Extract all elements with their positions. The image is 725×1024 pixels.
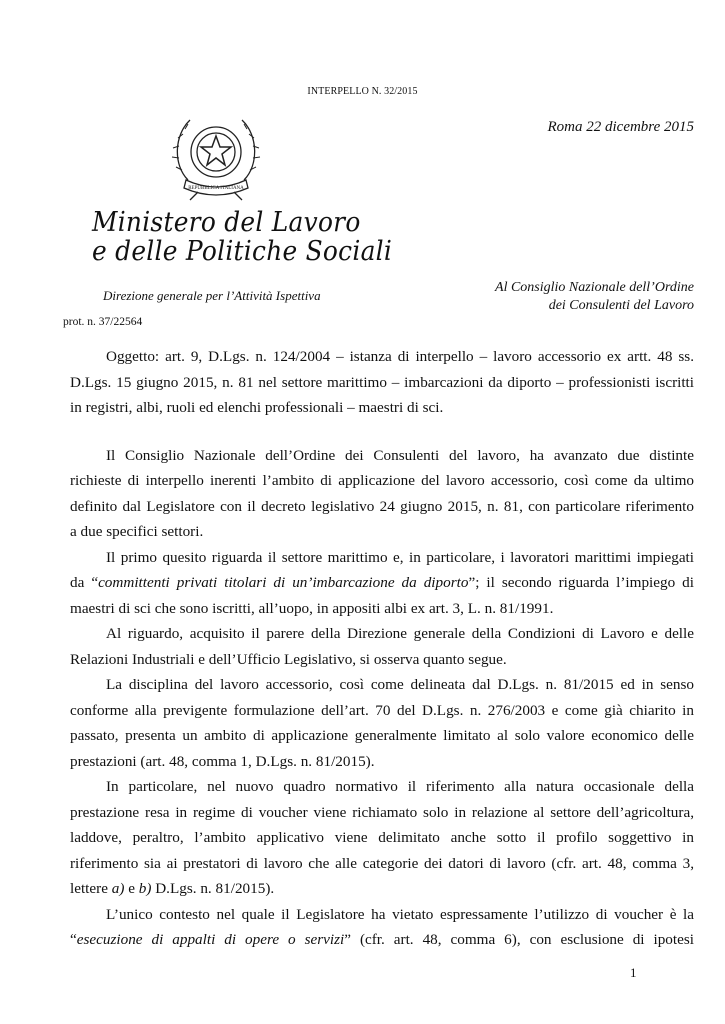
text: e	[124, 880, 139, 897]
italic-text: b)	[138, 880, 152, 897]
text: a due specifici settori.	[70, 523, 204, 540]
paragraph	[70, 672, 694, 774]
italic-text: a)	[111, 880, 125, 897]
paragraph	[70, 545, 694, 622]
text: in registri, albi, ruoli ed elenchi professionali – maestri di sci.	[70, 399, 444, 416]
text-line	[70, 749, 694, 775]
interpello-number: INTERPELLO N. 32/2015	[307, 86, 418, 97]
italic-text: esecuzione di appalti di opere o servizi	[76, 931, 345, 948]
ministry-logo-text	[92, 208, 392, 266]
text: In particolare, nel nuovo quadro normativo il riferimento alla natura occasionale della	[106, 778, 694, 795]
directorate: Direzione generale per l’Attività Ispettiva	[103, 288, 321, 303]
text-line	[70, 344, 694, 370]
ministry-name-line1: Ministero del Lavoro	[92, 207, 361, 238]
text-line	[70, 468, 694, 494]
document-date: Roma 22 dicembre 2015	[547, 119, 694, 135]
text: La disciplina del lavoro accessorio, così come delineata dal D.Lgs. n. 81/2015 ed in senso	[106, 676, 694, 693]
text-line	[70, 902, 694, 928]
page-number: 1	[630, 965, 637, 980]
text: ”; il secondo riguarda l’impiego di	[468, 574, 694, 591]
text: “	[70, 931, 77, 948]
text: L’unico contesto nel quale il Legislatore ha vietato espressamente l’utilizzo di voucher è la	[106, 905, 694, 923]
text-line	[70, 927, 694, 953]
ministry-name-line2: e delle Politiche Sociali	[92, 236, 393, 267]
text: Il Consiglio Nazionale dell’Ordine dei Consulenti del lavoro, ha avanzato due distinte	[106, 446, 694, 464]
text: Al riguardo, acquisito il parere della Direzione generale della Condizioni di Lavoro e delle	[106, 625, 694, 642]
text-line	[70, 723, 694, 749]
text-line	[70, 647, 694, 673]
text-line	[70, 519, 694, 545]
text-line	[70, 494, 694, 520]
text-line	[70, 621, 694, 647]
text: conforme alla previgente formulazione dell’art. 70 del D.Lgs. n. 276/2003 e come già chiarito in	[70, 701, 694, 719]
svg-text:REPUBBLICA ITALIANA: REPUBBLICA ITALIANA	[188, 186, 244, 191]
text: da “	[70, 574, 99, 591]
text: maestri di sci che sono iscritti, all’uopo, in appositi albi ex art. 3, L. n. 81/1991.	[70, 599, 554, 617]
text-line	[70, 774, 694, 800]
addressee-line1: Al Consiglio Nazionale dell’Ordine	[495, 280, 694, 295]
text-line	[70, 698, 694, 724]
text: Oggetto: art. 9, D.Lgs. n. 124/2004 – istanza di interpello – lavoro accessorio ex artt. 48 ss.	[106, 348, 694, 365]
text-line	[70, 570, 694, 596]
text: Relazioni Industriali e dell’Ufficio Legislativo, si osserva quanto segue.	[70, 650, 507, 668]
protocol-number: prot. n. 37/22564	[63, 316, 143, 328]
document-body	[70, 344, 694, 953]
text: lettere	[70, 880, 112, 897]
paragraph	[70, 902, 694, 953]
text: laddove, peraltro, l’ambito applicativo viene delimitato anche sotto il profilo soggettivo in	[70, 829, 694, 846]
text: ” (cfr. art. 48, comma 6), con esclusione di ipotesi	[344, 931, 694, 948]
text: riferimento sia ai prestatori di lavoro che alle categorie dei datori di lavoro (cfr. art. 48, comma 3,	[70, 854, 694, 872]
text: D.Lgs. 15 giugno 2015, n. 81 nel settore marittimo – imbarcazioni da diporto – professionisti iscritti	[70, 373, 694, 391]
text-line	[70, 370, 694, 396]
text-line	[70, 672, 694, 698]
text-line	[70, 596, 694, 622]
paragraph	[70, 344, 694, 421]
text: Il primo quesito riguarda il settore marittimo e, in particolare, i lavoratori marittimi impiegati	[106, 548, 694, 566]
text: prestazioni (art. 48, comma 1, D.Lgs. n. 81/2015).	[70, 752, 375, 770]
text: prestazione resa in regime di voucher viene richiamato solo in relazione al settore dell’agricoltura,	[70, 803, 694, 821]
text-line	[70, 545, 694, 571]
text-line	[70, 876, 694, 902]
text: passato, presenta un ambito di applicazione generalmente limitato al solo valore economico delle	[70, 727, 694, 744]
text: D.Lgs. n. 81/2015).	[151, 880, 275, 897]
paragraph	[70, 774, 694, 902]
addressee	[495, 279, 694, 315]
paragraph	[70, 621, 694, 672]
addressee-line2: dei Consulenti del Lavoro	[548, 298, 694, 313]
text-line	[70, 395, 694, 421]
text-line	[70, 443, 694, 469]
text-line	[70, 851, 694, 877]
text: definito dal Legislatore con il decreto legislativo 24 giugno 2015, n. 81, con particolare riferimento	[70, 497, 694, 515]
spacer	[70, 421, 694, 443]
text: richieste di interpello inerenti l’ambito di applicazione del lavoro accessorio, così come da ultimo	[70, 472, 694, 489]
text-line	[70, 825, 694, 851]
italic-text: committenti privati titolari di un’imbarcazione da diporto	[98, 574, 469, 591]
italian-republic-emblem-icon	[168, 110, 264, 202]
text-line	[70, 800, 694, 826]
paragraph	[70, 443, 694, 545]
